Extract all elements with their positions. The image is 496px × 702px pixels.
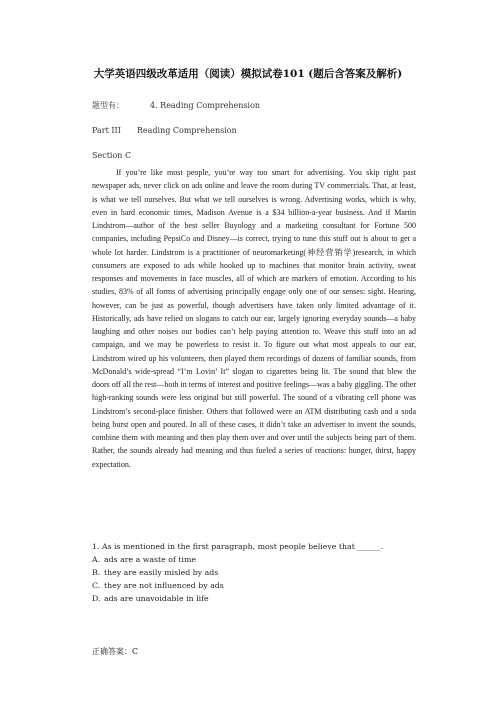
question-type-value: 4. Reading Comprehension: [150, 101, 261, 110]
option-d[interactable]: [92, 594, 209, 603]
question-type-line: [92, 100, 260, 111]
part-label: Part III: [92, 126, 121, 135]
answer-value: C: [132, 647, 139, 656]
question-number: 1.: [92, 542, 100, 551]
option-text: ads are a waste of time: [104, 555, 196, 564]
answer-label: 正确答案：: [92, 647, 132, 656]
option-c[interactable]: [92, 581, 224, 590]
option-text: ads are unavoidable in life: [104, 594, 209, 603]
correct-answer: [92, 646, 138, 657]
option-letter: A.: [92, 555, 101, 564]
option-a[interactable]: [92, 555, 196, 564]
reading-passage: If you’re like most people, you’re way too smart for advertising. You skip right past newspaper ads, never click on ads online and leave the room during TV commercials. That, at least, is what we tell ourselves. But what we tell ourselves is wrong. Advertising works, which is why, even in hard economic times, Madison Avenue is a $34 billion-a-year business. And if Martin Lindstrom—author of the best seller Buyology and a marketing consultant for Fortune 500 companies, including PepsiCo and Disney—is correct, trying to tune this stuff out is about to get a whole lot harder. Lindstrom is a practitioner of neuromarketing(神经营销学)research, in which consumers are exposed to ads while hooked up to machines that monitor brain activity, sweat responses and movements in face muscles, all of which are markers of emotion. According to his studies, 83% of all forms of advertising principally engage only one of our senses: sight. Hearing, however, can be just as powerful, though advertisers have taken only limited advantage of it. Historically, ads have relied on slogans to catch our ear, largely ignoring everyday sounds—a baby laughing and other noises our bodies can’t help paying attention to. Weave this stuff into an ad campaign, and we may be powerless to resist it. To figure out what most appeals to our ear, Lindstrom wired up his volunteers, then played them recordings of dozens of familiar sounds, from McDonald’s wide-spread “I’m Lovin’ It” slogan to cigarettes being lit. The sound that blew the doors off all the rest—both in terms of interest and positive feelings—was a baby giggling. The other high-ranking sounds were less original but still powerful. The sound of a vibrating cell phone was Lindstrom’s second-place finisher. Others that followed were an ATM distributing cash and a soda being burst open and poured. In all of these cases, it didn’t take an advertiser to invent the sounds, combine them with meaning and then play them over and over until the subjects being part of them. Rather, the sounds already had meaning and thus fueled a series of reactions: hunger, thirst, happy expectation.: [92, 168, 416, 469]
option-letter: D.: [92, 594, 101, 603]
part-heading: [92, 126, 237, 135]
option-b[interactable]: [92, 568, 218, 577]
document-title: 大学英语四级改革适用（阅读）模拟试卷101 (题后含答案及解析): [93, 68, 403, 80]
question-stem: As is mentioned in the first paragraph, most people believe that ______.: [101, 542, 384, 551]
part-title: Reading Comprehension: [136, 126, 237, 135]
option-letter: B.: [92, 568, 101, 577]
question-type-label: 题型有：: [92, 101, 124, 110]
option-text: they are easily misled by ads: [104, 568, 219, 577]
option-letter: C.: [92, 581, 101, 590]
question-stem-line: [92, 542, 383, 551]
option-text: they are not influenced by ads: [104, 581, 224, 590]
section-heading: Section C: [92, 151, 132, 160]
